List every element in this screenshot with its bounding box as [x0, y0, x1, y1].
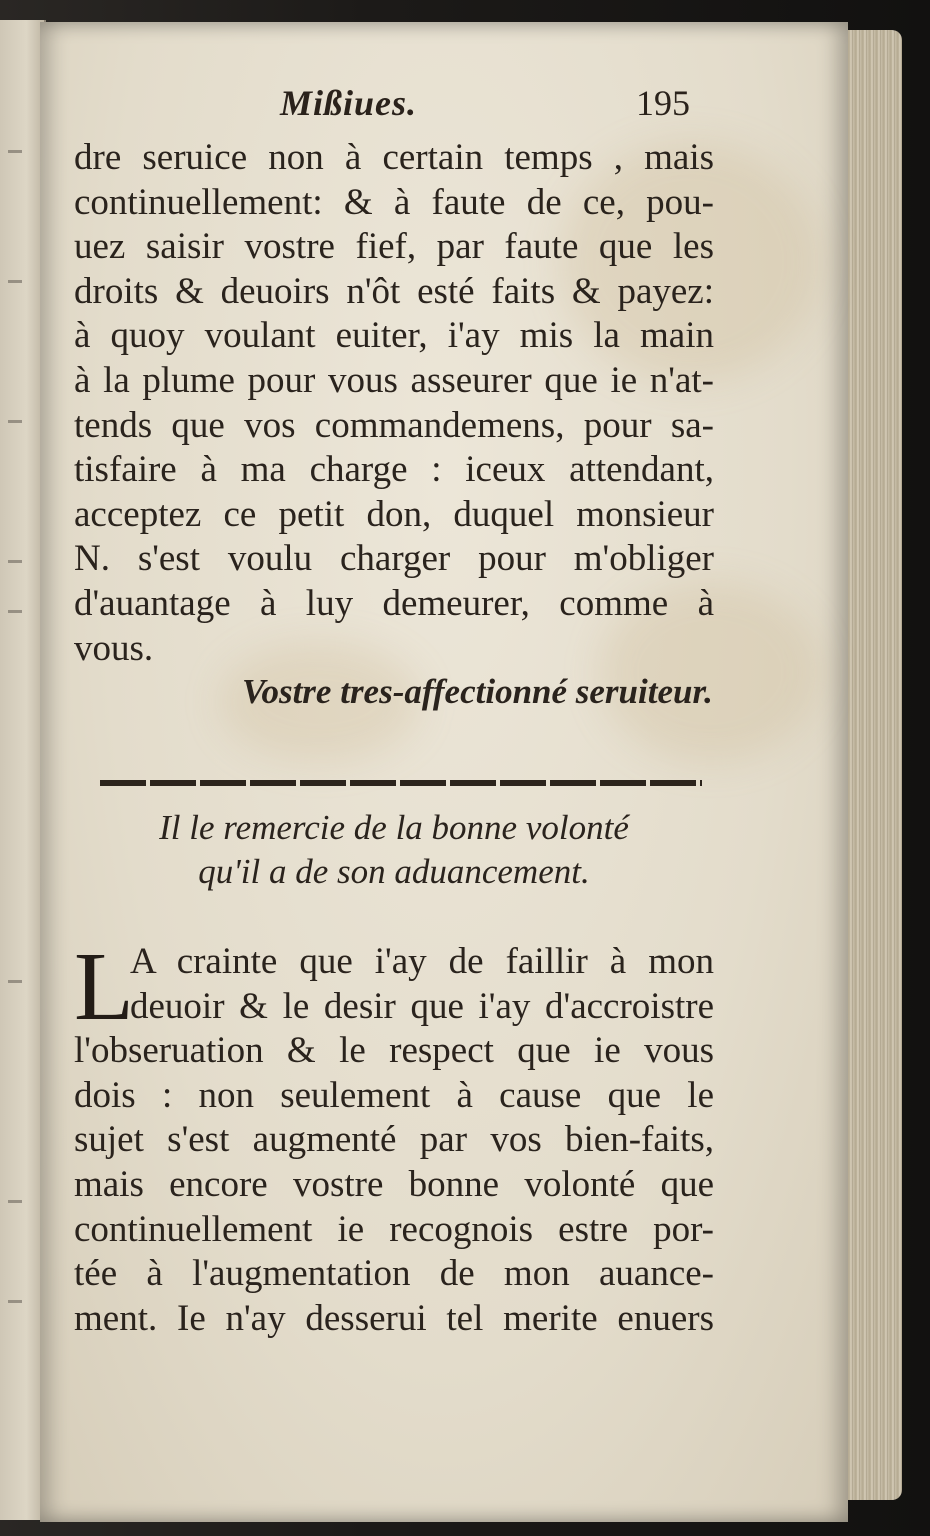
- section-heading-line-2: qu'il a de son aduancement.: [198, 852, 590, 891]
- text-line: à la plume pour vous asseurer que ie n'at-: [74, 359, 714, 401]
- letter-body-2: [74, 933, 714, 1341]
- text-line: deuoir & le desir que i'ay d'accroistre: [130, 985, 714, 1027]
- text-line: tends que vos commandemens, pour sa-: [74, 404, 714, 446]
- text-line: uez saisir vostre fief, par faute que les: [74, 226, 714, 268]
- text-line: tée à l'augmentation de mon auance-: [74, 1253, 714, 1295]
- text-line: mais encore vostre bonne volonté que: [74, 1163, 714, 1205]
- drop-cap: L: [74, 933, 134, 1041]
- section-heading-line-1: Il le remercie de la bonne volonté: [159, 808, 629, 847]
- text-line: continuellement ie recognois estre por-: [74, 1208, 714, 1250]
- book-page-edges: [846, 30, 902, 1500]
- ornament-divider: [100, 780, 702, 786]
- text-line: tisfaire à ma charge : iceux attendant,: [74, 449, 714, 491]
- text-line: continuellement: & à faute de ce, pou-: [74, 181, 714, 223]
- text-line: à quoy voulant euiter, i'ay mis la main: [74, 315, 714, 357]
- letter-body: [74, 136, 714, 671]
- text-line: vous.: [74, 627, 154, 669]
- text-line: ment. Ie n'ay desserui tel merite enuers: [74, 1297, 714, 1339]
- text-line: dre seruice non à certain temps , mais: [74, 137, 714, 178]
- signature: Vostre tres-affectionné seruiteur.: [242, 672, 713, 711]
- text-line: A crainte que i'ay de faillir à mon: [130, 941, 714, 982]
- text-line: N. s'est voulu charger pour m'obliger: [74, 538, 714, 580]
- page-number: 195: [636, 83, 690, 123]
- text-line: sujet s'est augmenté par vos bien-faits,: [74, 1119, 714, 1161]
- text-line: droits & deuoirs n'ôt esté faits & payez:: [74, 270, 714, 312]
- text-line: dois : non seulement à cause que le: [74, 1074, 714, 1116]
- text-line: d'auantage à luy demeurer, comme à: [74, 582, 714, 624]
- text-line: l'obseruation & le respect que ie vous: [74, 1030, 714, 1072]
- text-line: acceptez ce petit don, duquel monsieur: [74, 493, 714, 535]
- running-head: Mißiues.: [280, 83, 418, 123]
